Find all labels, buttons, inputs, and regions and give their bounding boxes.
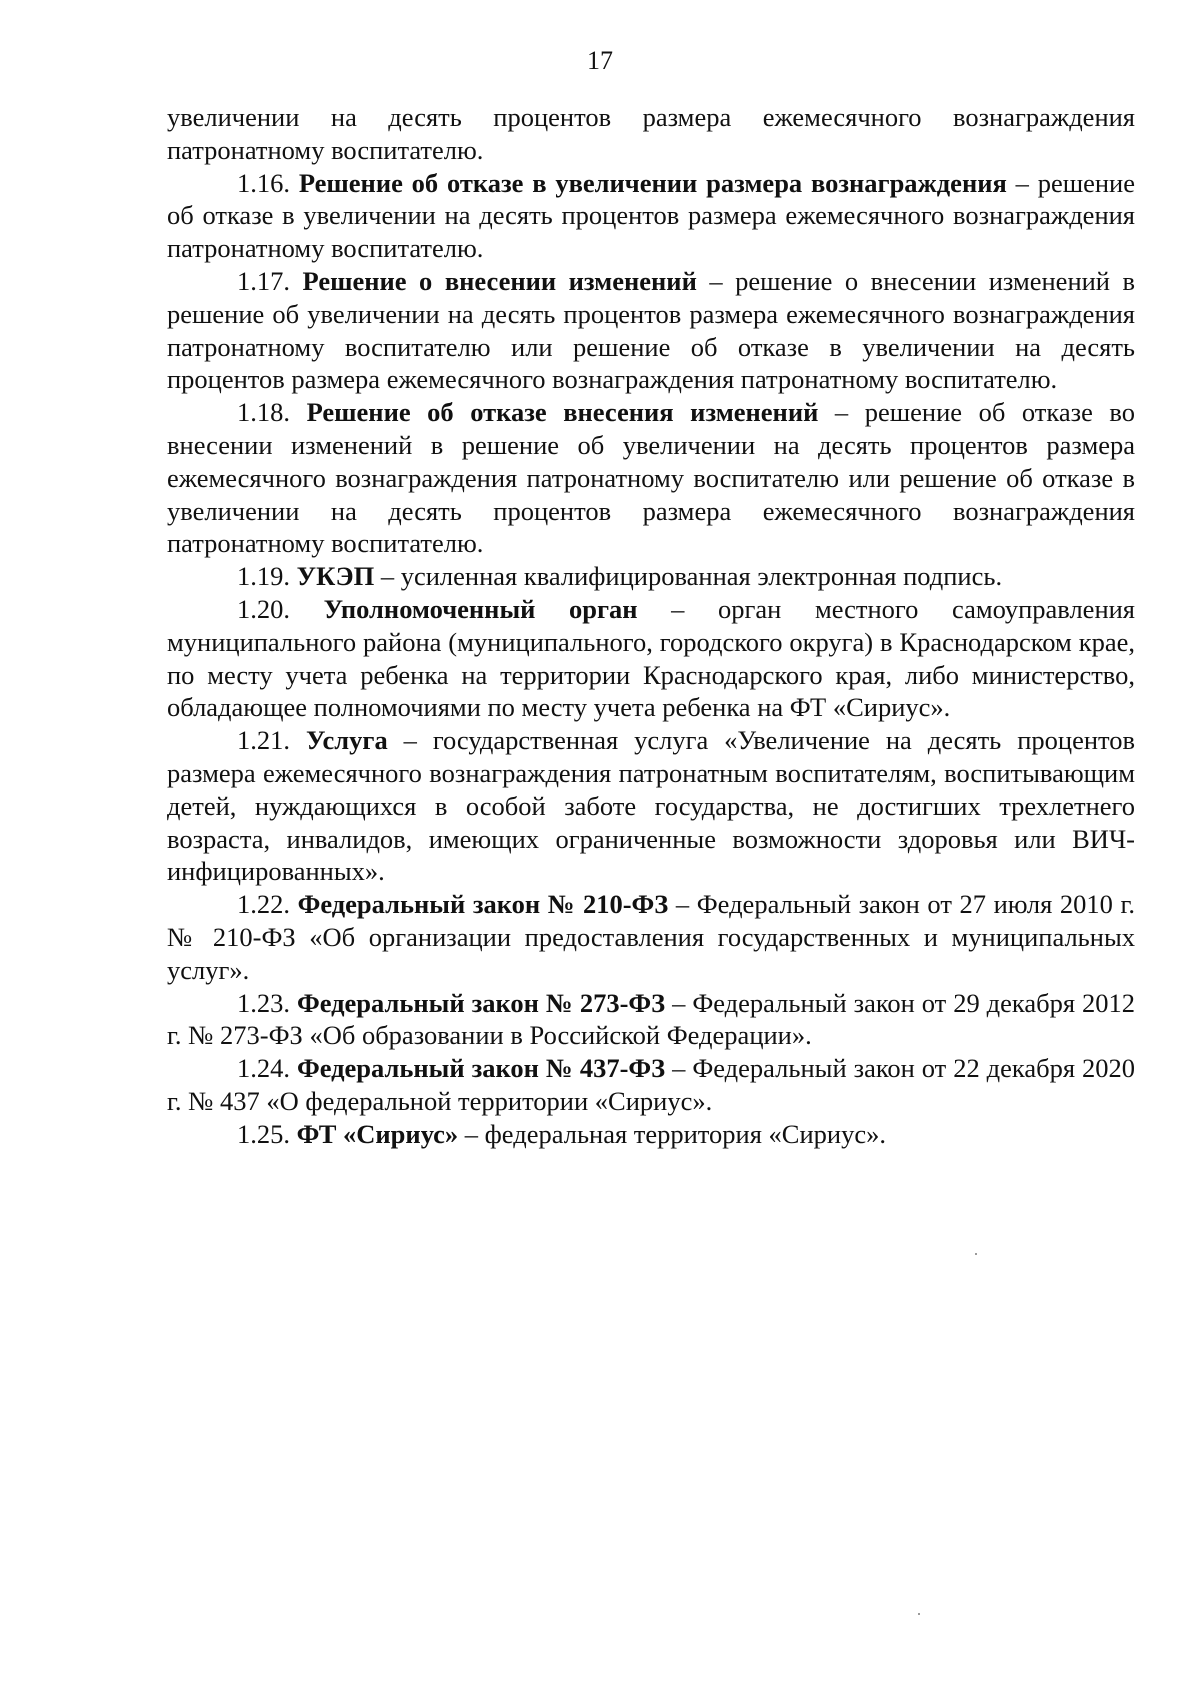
paragraph-text: – решение о внесении изменений в решение об увеличении на десять процентов размера ежемесячного вознаграждения патронатному воспитателю или решение об отказе в увеличении на десять процентов размера ежемесячного вознаграждения патронатному воспитателю. — [167, 265, 1136, 395]
paragraph-1-20 — [167, 593, 1135, 724]
defined-term: УКЭП — [296, 561, 375, 592]
page-number: 17 — [587, 46, 613, 75]
paragraph-text: – Федеральный закон от 22 декабря 2020 г. № 437 «О федеральной территории «Сириус». — [167, 1053, 1136, 1116]
paragraph-number: 1.22. — [237, 889, 298, 920]
defined-term: Уполномоченный орган — [323, 593, 638, 624]
paragraph-text: – государственная услуга «Увеличение на десять процентов размера ежемесячного вознаграждения патронатным воспитателям, воспитывающим детей, нуждающихся в особой заботе государства, не достигших трехлетнего возраста, инвалидов, имеющих ограниченные возможности здоровья или ВИЧ-инфицированных». — [167, 725, 1136, 887]
paragraph-number: 1.18. — [237, 397, 307, 428]
paragraph-text: увеличении на десять процентов размера ежемесячного вознаграждения патронатному воспитателю. — [167, 102, 1135, 165]
defined-term: Федеральный закон № 437-ФЗ — [296, 1053, 666, 1084]
paragraph-1-16 — [167, 167, 1135, 265]
paragraph-continuation — [167, 101, 1135, 167]
paragraph-number: 1.23. — [237, 987, 297, 1018]
paragraph-number: 1.25. — [237, 1118, 297, 1149]
paragraph-number: 1.16. — [237, 167, 299, 198]
paragraph-number: 1.17. — [237, 265, 303, 296]
paragraph-number: 1.24. — [237, 1053, 297, 1084]
defined-term: Решение об отказе внесения изменений — [306, 397, 819, 428]
paragraph-1-18 — [167, 396, 1135, 560]
paragraph-text: – Федеральный закон от 29 декабря 2012 г. № 273-ФЗ «Об образовании в Российской Федерации». — [167, 987, 1136, 1051]
paragraph-1-24 — [167, 1052, 1135, 1118]
document-body — [167, 101, 1135, 1151]
paragraph-number: 1.19. — [237, 561, 297, 592]
defined-term: Федеральный закон № 210-ФЗ — [297, 889, 669, 920]
paragraph-text: – усиленная квалифицированная электронная подпись. — [374, 561, 1003, 592]
paragraph-number: 1.20. — [237, 593, 324, 624]
paragraph-text: – Федеральный закон от 27 июля 2010 г. № 210-ФЗ «Об организации предоставления государственных и муниципальных услуг». — [167, 889, 1135, 985]
paragraph-1-25 — [167, 1118, 1135, 1151]
paragraph-1-21 — [167, 724, 1135, 888]
paragraph-1-23 — [167, 987, 1135, 1053]
paragraph-number: 1.21. — [237, 725, 306, 756]
paragraph-text: – федеральная территория «Сириус». — [458, 1118, 886, 1149]
scan-speck — [918, 1613, 920, 1615]
defined-term: ФТ «Сириус» — [296, 1118, 459, 1149]
paragraph-text: – решение об отказе во внесении изменений в решение об увеличении на десять процентов размера ежемесячного вознаграждения патронатному воспитателю или решение об отказе в увеличении на десять процентов размера ежемесячного вознаграждения патронатному воспитателю. — [167, 397, 1135, 559]
defined-term: Федеральный закон № 273-ФЗ — [296, 987, 666, 1018]
paragraph-1-22 — [167, 888, 1135, 986]
scan-speck — [975, 1253, 977, 1255]
paragraph-1-19 — [167, 560, 1135, 593]
paragraph-1-17 — [167, 265, 1135, 396]
defined-term: Решение об отказе в увеличении размера вознаграждения — [298, 167, 1007, 198]
defined-term: Решение о внесении изменений — [302, 265, 697, 296]
paragraph-text: – решение об отказе в увеличении на десять процентов размера ежемесячного вознаграждения патронатному воспитателю. — [167, 167, 1136, 264]
defined-term: Услуга — [305, 725, 388, 756]
paragraph-text: – орган местного самоуправления муниципального района (муниципального, городского округа) в Краснодарском крае, по месту учета ребенка на территории Краснодарского края, либо министерство, обладающее полномочиями по месту учета ребенка на ФТ «Сириус». — [167, 593, 1135, 723]
